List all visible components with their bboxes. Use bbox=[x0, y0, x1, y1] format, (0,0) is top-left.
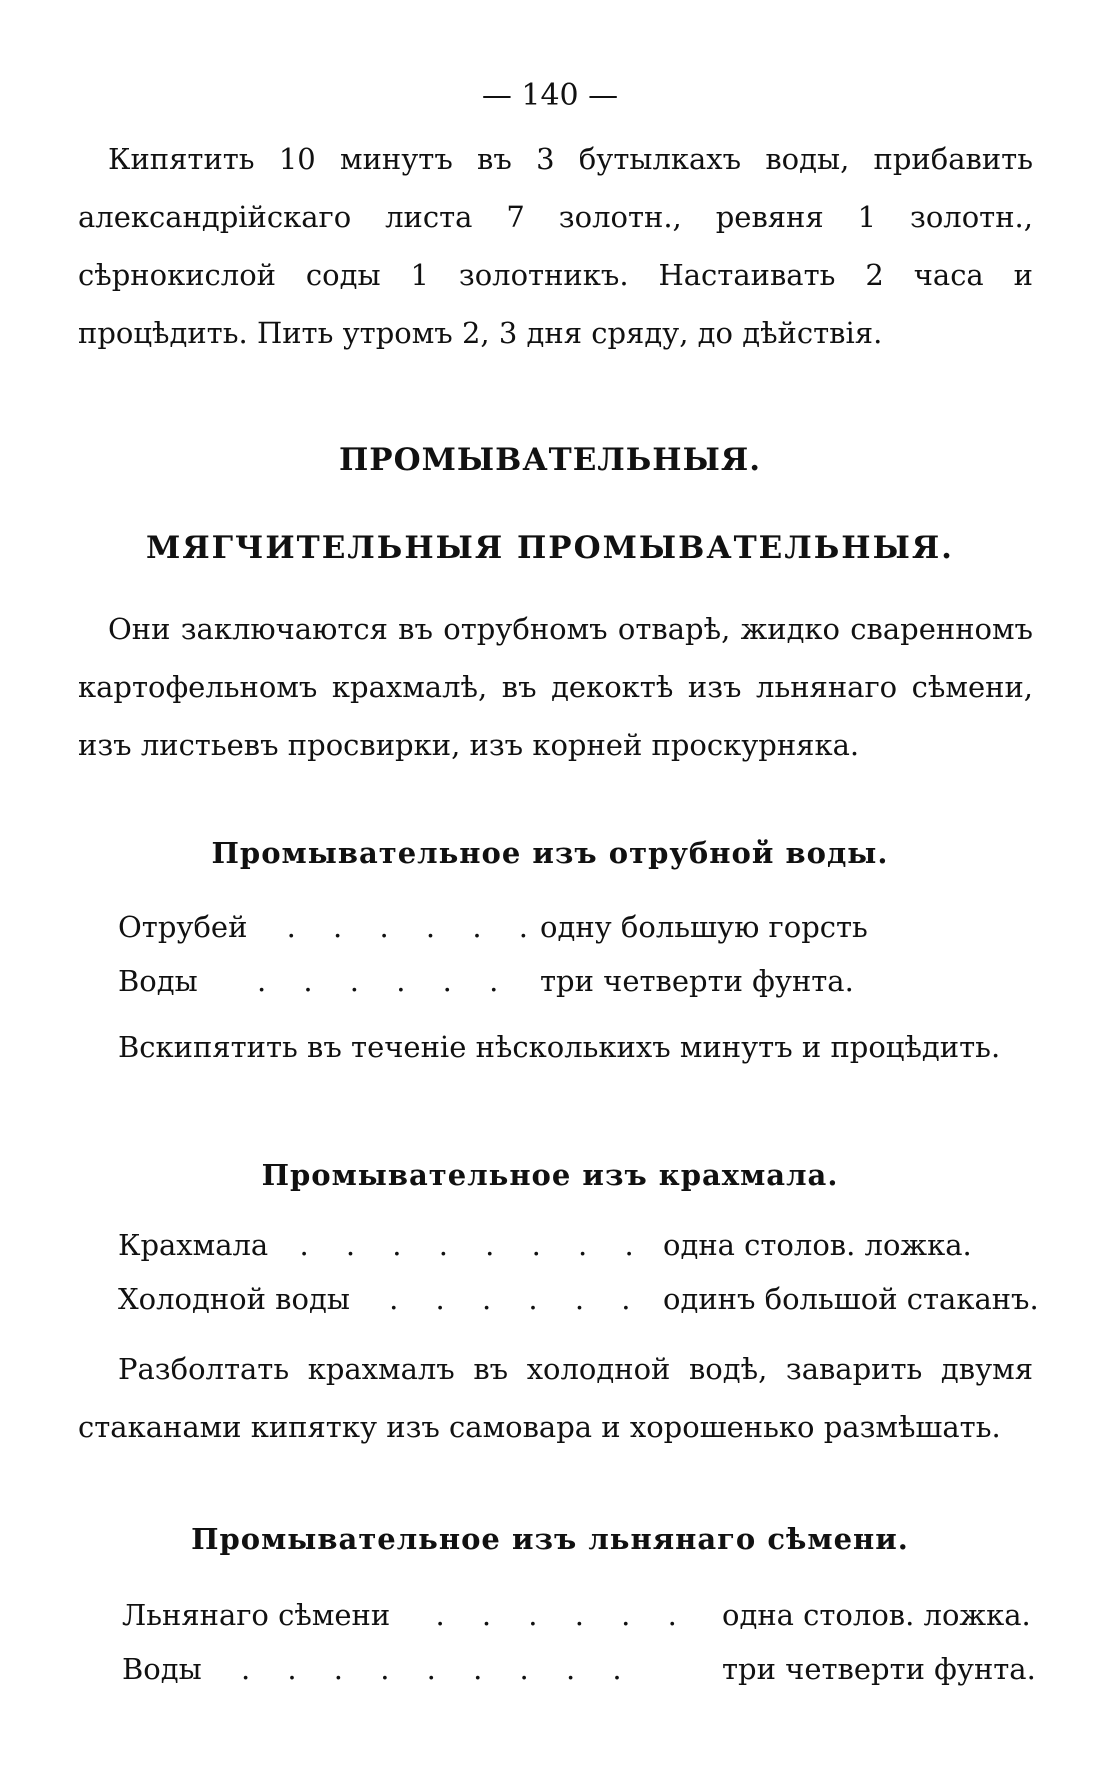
ingredient-row bbox=[118, 1228, 972, 1262]
page-number: — 140 — bbox=[481, 78, 619, 113]
ingredient-name: Воды bbox=[122, 1652, 202, 1686]
ingredient-amount: одинъ большой стаканъ. bbox=[663, 1282, 1039, 1316]
section-title: ПРОМЫВАТЕЛЬНЫЯ. bbox=[339, 442, 761, 478]
ingredient-row bbox=[122, 1598, 1031, 1632]
ingredient-amount: одна столов. ложка. bbox=[663, 1228, 972, 1262]
recipe-title: Промывательное изъ отрубной воды. bbox=[211, 836, 889, 870]
ingredient-amount: одну большую горсть bbox=[540, 910, 868, 944]
leader-dots: . . . . . . bbox=[435, 1598, 691, 1632]
ingredient-name: Крахмала bbox=[118, 1228, 269, 1262]
ingredient-row bbox=[118, 910, 868, 944]
recipe-instruction: Вскипятить въ теченіе нѣсколькихъ минутъ и процѣдить. bbox=[118, 1030, 1001, 1064]
ingredient-row bbox=[118, 964, 854, 998]
ingredient-name: Воды bbox=[118, 964, 198, 998]
ingredient-amount: одна столов. ложка. bbox=[722, 1598, 1031, 1632]
ingredient-name: Холодной воды bbox=[118, 1282, 350, 1316]
recipe-title: Промывательное изъ крахмала. bbox=[261, 1158, 839, 1192]
ingredient-row bbox=[122, 1652, 1036, 1686]
leader-dots: . . . . . . bbox=[286, 910, 543, 944]
ingredient-amount: три четверти фунта. bbox=[540, 964, 854, 998]
intro-paragraph: Кипятить 10 минутъ въ 3 бутылкахъ воды, прибавить александрійскаго листа 7 золотн., ревяня 1 золотн., сѣрнокислой соды 1 золотникъ. Настаивать 2 часа и процѣдить. Пить утромъ 2, 3 дня сряду, до дѣйствія. bbox=[78, 142, 1033, 350]
ingredient-row bbox=[118, 1282, 1039, 1316]
subsection-paragraph: Они заключаются въ отрубномъ отварѣ, жидко сваренномъ картофельномъ крахмалѣ, въ декоктѣ изъ льнянаго сѣмени, изъ листьевъ просвирки, изъ корней проскурняка. bbox=[78, 612, 1033, 762]
ingredient-name: Льнянаго сѣмени bbox=[122, 1598, 391, 1632]
ingredient-amount: три четверти фунта. bbox=[722, 1652, 1036, 1686]
subsection-title: МЯГЧИТЕЛЬНЫЯ ПРОМЫВАТЕЛЬНЫЯ. bbox=[146, 530, 954, 566]
leader-dots: . . . . . . bbox=[389, 1282, 645, 1316]
recipe-instruction: Разболтать крахмалъ въ холодной водѣ, заварить двумя стаканами кипятку изъ самовара и хорошенько размѣшать. bbox=[78, 1352, 1033, 1444]
ingredient-name: Отрубей bbox=[118, 910, 248, 944]
leader-dots: . . . . . . . . . bbox=[240, 1652, 636, 1686]
leader-dots: . . . . . . bbox=[256, 964, 513, 998]
recipe-title: Промывательное изъ льнянаго сѣмени. bbox=[191, 1522, 909, 1556]
leader-dots: . . . . . . . . bbox=[299, 1228, 648, 1262]
